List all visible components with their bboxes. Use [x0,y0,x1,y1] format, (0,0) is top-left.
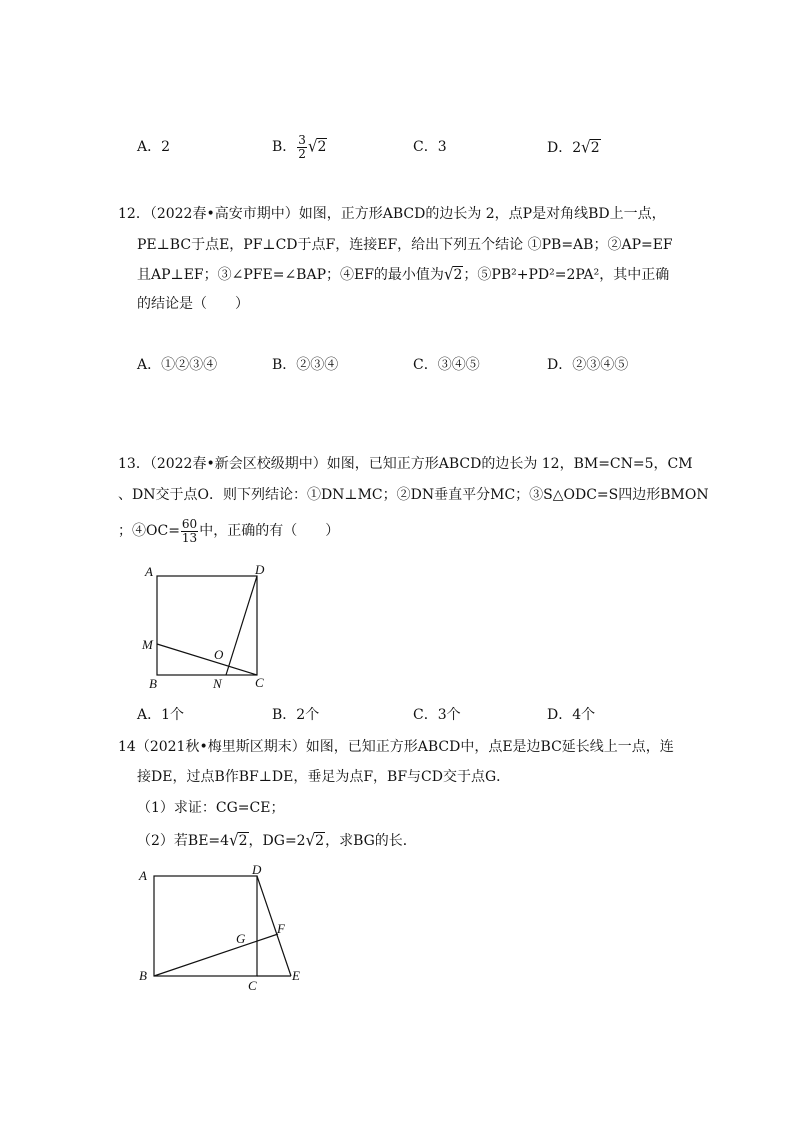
segment-de [257,876,291,976]
q14-figure [130,862,320,997]
q13-line1: 13．（2022春•新会区校级期中）如图，已知正方形ABCD的边长为 12，BM=CN=5，CM [118,456,693,472]
q11-option-d: D．2√2 [547,137,600,157]
q14-line2: 接DE，过点B作BF⊥DE，垂足为点F，BF与CD交于点G． [137,769,511,785]
q13-option-b: B．2个 [272,707,320,723]
label-c: C [255,675,264,690]
q11-option-a: A．2 [137,139,171,155]
label-n: N [213,676,222,691]
label-e: E [292,968,300,983]
square-abcd [154,876,257,976]
segment-cm [157,644,257,675]
label-c: C [248,978,257,993]
q14-line1: 14（2021秋•梅里斯区期末）如图，已知正方形ABCD中，点E是边BC延长线上一点，连 [118,739,674,755]
fraction: $\frac{60}{13}$ [181,516,198,545]
q13-line2: 、DN交于点O．则下列结论：①DN⊥MC；②DN垂直平分MC；③S△ODC=S四边形BMON [118,487,709,503]
q13-figure [140,560,280,695]
q11-option-c: C．3 [413,139,447,155]
label-b: B [149,676,157,691]
q13-line3: ；④OC= $\frac{60}{13}$ 中，正确的有（ ） [118,516,340,545]
label-o: O [214,647,224,662]
q14-part2: （2）若BE=4√2，DG=2√2，求BG的长． [137,830,417,850]
q12-option-d: D．②③④⑤ [547,357,629,373]
q12-line3: 且AP⊥EF；③∠PFE=∠BAP；④EF的最小值为√2；⑤PB²+PD²=2PA²，其中正确 [137,264,670,284]
q13-option-c: C．3个 [413,707,461,723]
q13-option-a: A．1个 [137,707,185,723]
q12-option-b: B．②③④ [272,357,339,373]
q14-part1: （1）求证：CG=CE； [137,800,285,816]
q12-line1: 12．（2022春•高安市期中）如图，正方形ABCD的边长为 2，点P是对角线BD上一点， [118,206,666,222]
q12-option-a: A．①②③④ [137,357,218,373]
label-g: G [236,931,246,946]
q11-option-b: B． $\frac{3}{2}$ √2 [272,132,327,161]
q12-line2: PE⊥BC于点E，PF⊥CD于点F，连接EF，给出下列五个结论 ①PB=AB；②AP=EF [137,237,673,253]
q13-option-d: D．4个 [547,707,596,723]
segment-bf [154,934,278,976]
label-d: D [255,562,265,577]
label-m: M [142,637,153,652]
q12-option-c: C．③④⑤ [413,357,480,373]
label-a: A [139,868,147,883]
label-a: A [145,564,153,579]
segment-dn [226,576,257,675]
fraction: $\frac{3}{2}$ [298,132,306,161]
label-b: B [139,968,147,983]
q12-line4: 的结论是（ ） [137,296,249,312]
label-f: F [277,921,285,936]
label-d: D [252,862,262,877]
